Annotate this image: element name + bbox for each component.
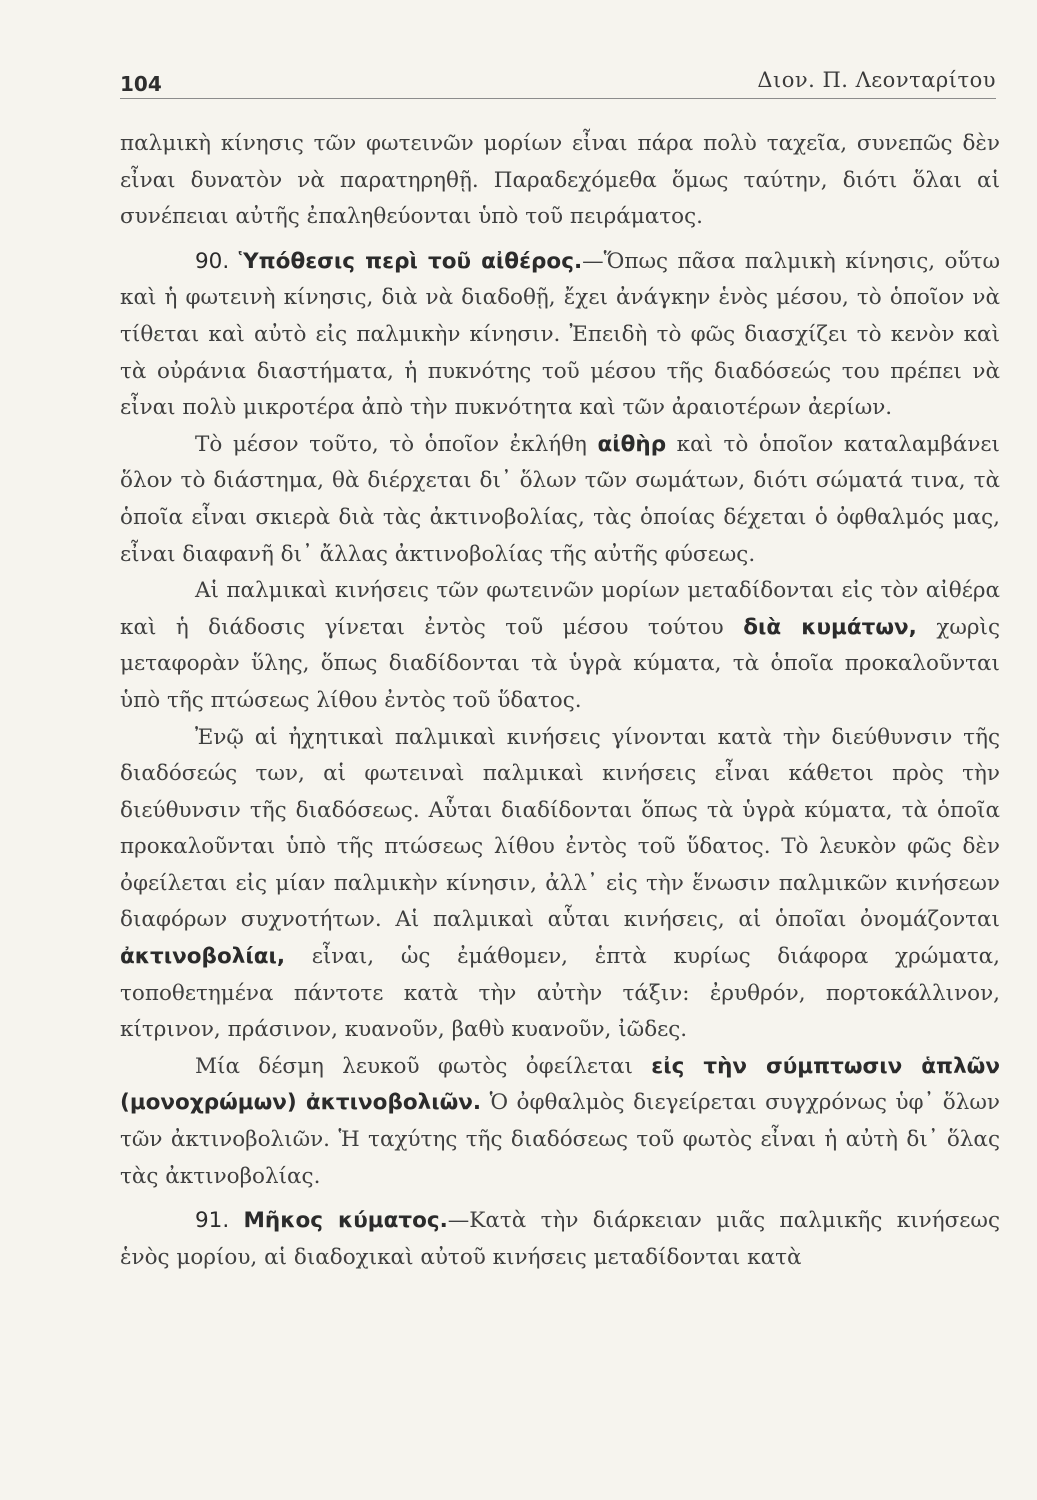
section-91 <box>120 1203 1000 1276</box>
page-body <box>120 126 1000 1276</box>
emphasis-term: ἀκτινοβολίαι, <box>120 944 286 970</box>
section-number: 90. <box>195 248 230 274</box>
page-number: 104 <box>120 72 162 96</box>
text-run: Τὸ μέσον τοῦτο, τὸ ὁποῖον ἐκλήθη <box>195 431 587 457</box>
section-text: —Ὅπως πᾶσα παλμικὴ κίνησις, οὕτω καὶ ἡ φωτεινὴ κίνησις, διὰ νὰ διαδοθῇ, ἔχει ἀνάγκην ἑνὸς μέσου, τὸ ὁποῖον νὰ τίθεται καὶ αὐτὸ εἰς παλμικὴν κίνησιν. Ἐπειδὴ τὸ φῶς διασχίζει τὸ κενὸν καὶ τὰ οὐράνια διαστήματα, ἡ πυκνότης τοῦ μέσου τῆς διαδόσεώς του πρέπει νὰ εἶναι πολὺ μικροτέρα ἀπὸ τὴν πυκνότητα καὶ τῶν ἀραιοτέρων ἀερίων. <box>120 248 1000 421</box>
emphasis-term: αἰθὴρ <box>597 431 667 457</box>
section-title: Ὑπόθεσις περὶ τοῦ αἰθέρος. <box>238 248 583 274</box>
text-run: Αἱ παλμικαὶ κινήσεις τῶν φωτεινῶν μορίων μεταδίδονται εἰς τὸν αἰθέρα καὶ ἡ διάδοσις γίνεται ἐντὸς τοῦ μέσου τούτου <box>120 578 1000 640</box>
emphasis-term: διὰ κυμάτων, <box>743 614 917 640</box>
paragraph-radiations <box>120 720 1000 1049</box>
header-rule <box>120 98 996 99</box>
paragraph-white-light <box>120 1049 1000 1195</box>
page-header <box>120 66 996 100</box>
paragraph-aether <box>120 427 1000 573</box>
section-text: —Κατὰ τὴν διάρκειαν μιᾶς παλμικῆς κινήσεως ἑνὸς μορίου, αἱ διαδοχικαὶ αὐτοῦ κινήσεις μεταδίδονται κατὰ <box>120 1208 1000 1270</box>
text-run: καὶ τὸ ὁποῖον καταλαμβάνει ὅλον τὸ διάστημα, θὰ διέρχεται δι᾿ ὅλων τῶν σωμάτων, διότι σώματά τινα, τὰ ὁποῖα εἶναι σκιερὰ διὰ τὰς ἀκτινοβολίας, τὰς ὁποίας δέχεται ὁ ὀφθαλμός μας, εἶναι διαφανῆ δι᾿ ἄλλας ἀκτινοβολίας τῆς αὐτῆς φύσεως. <box>120 431 1000 567</box>
running-head: Διον. Π. Λεονταρίτου <box>757 68 996 92</box>
text-run: Μία δέσμη λευκοῦ φωτὸς ὀφείλεται <box>195 1053 633 1079</box>
paragraph-continued: παλμικὴ κίνησις τῶν φωτεινῶν μορίων εἶναι πάρα πολὺ ταχεῖα, συνεπῶς δὲν εἶναι δυνατὸν νὰ παρατηρηθῇ. Παραδεχόμεθα ὅμως ταύτην, διότι ὅλαι αἱ συνέπειαι αὐτῆς ἐπαληθεύονται ὑπὸ τοῦ πειράματος. <box>120 131 1000 230</box>
text-run: Ἐνῷ αἱ ἠχητικαὶ παλμικαὶ κινήσεις γίνονται κατὰ τὴν διεύθυνσιν τῆς διαδόσεώς των, αἱ φωτειναὶ παλμικαὶ κινήσεις εἶναι κάθετοι πρὸς τὴν διεύθυνσιν τῆς διαδόσεως. Αὗται διαδίδονται ὅπως τὰ ὑγρὰ κύματα, τὰ ὁποῖα προκαλοῦνται ὑπὸ τῆς πτώσεως λίθου ἐντὸς τοῦ ὕδατος. Τὸ λευκὸν φῶς δὲν ὀφείλεται εἰς μίαν παλμικὴν κίνησιν, ἀλλ᾿ εἰς τὴν ἕνωσιν παλμικῶν κινήσεων διαφόρων συχνοτήτων. Αἱ παλμικαὶ αὗται κινήσεις, αἱ ὁποῖαι ὀνομάζονται <box>120 724 1000 933</box>
paragraph-waves <box>120 573 1000 719</box>
section-title: Μῆκος κύματος. <box>243 1208 448 1234</box>
text-run: εἶναι, ὡς ἐμάθομεν, ἑπτὰ κυρίως διάφορα χρώματα, τοποθετημένα πάντοτε κατὰ τὴν αὐτὴν τάξιν: ἐρυθρόν, πορτοκάλλινον, κίτρινον, πράσινον, κυανοῦν, βαθὺ κυανοῦν, ἰῶδες. <box>120 944 1000 1043</box>
section-number: 91. <box>195 1208 230 1234</box>
text-run: χωρὶς μεταφορὰν ὕλης, ὅπως διαδίδονται τὰ ὑγρὰ κύματα, τὰ ὁποῖα προκαλοῦνται ὑπὸ τῆς πτώσεως λίθου ἐντὸς τοῦ ὕδατος. <box>120 614 1000 713</box>
section-90 <box>120 244 1000 427</box>
text-run: Ὁ ὀφθαλμὸς διεγείρεται συγχρόνως ὑφ᾿ ὅλων τῶν ἀκτινοβολιῶν. Ἡ ταχύτης τῆς διαδόσεως τοῦ φωτὸς εἶναι ἡ αὐτὴ δι᾿ ὅλας τὰς ἀκτινοβολίας. <box>120 1090 1000 1189</box>
emphasis-term: εἰς τὴν σύμπτωσιν ἁπλῶν (μονοχρώμων) ἀκτινοβολιῶν. <box>120 1053 1001 1116</box>
